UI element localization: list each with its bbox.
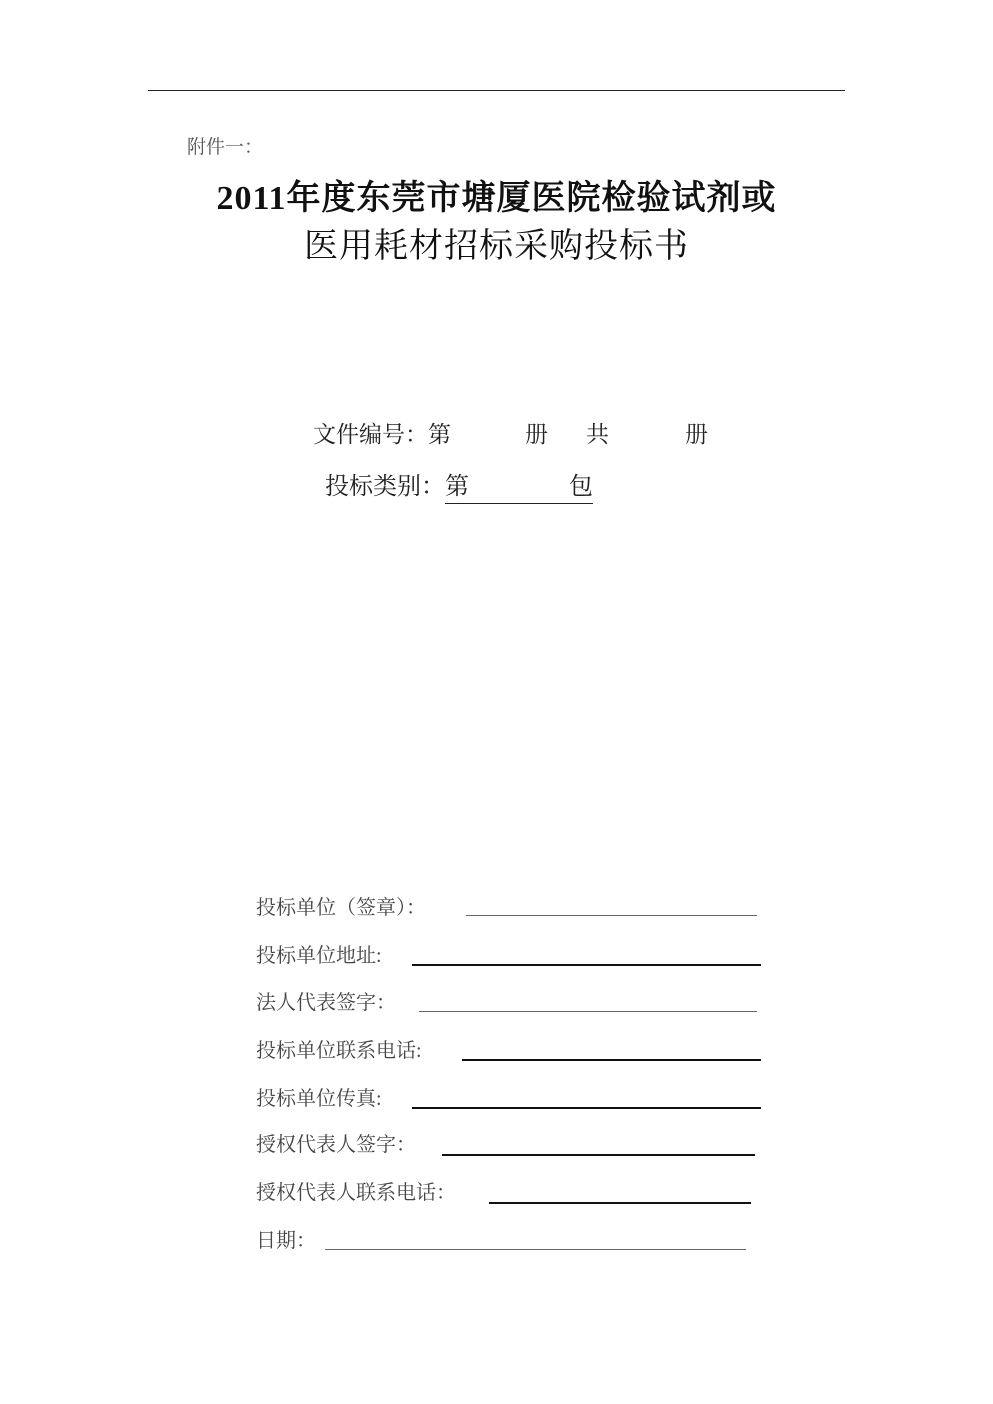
field-label: 投标单位传真: (256, 1088, 382, 1110)
field-label: 投标单位（签章）： (256, 897, 426, 919)
file-number-part: 第 (428, 422, 451, 447)
field-label: 日期： (256, 1230, 316, 1252)
legal-rep-signature-input[interactable] (419, 1011, 757, 1012)
document-title-line1: 2011年度东莞市塘厦医院检验试剂或 (216, 180, 777, 217)
authorized-rep-signature-input[interactable] (442, 1154, 755, 1156)
field-label: 投标单位地址: (256, 945, 382, 967)
annex-label: 附件一： (187, 137, 264, 158)
field-label: 投标单位联系电话: (256, 1040, 422, 1062)
file-number-part: 共 (586, 422, 609, 447)
file-number-row (313, 416, 708, 449)
authorized-rep-phone-input[interactable] (489, 1202, 751, 1204)
date-input[interactable] (325, 1249, 746, 1250)
bidder-fax-input[interactable] (412, 1107, 761, 1109)
field-label: 授权代表人联系电话： (256, 1182, 456, 1204)
bid-category-field[interactable] (445, 466, 593, 504)
bid-category-row (325, 466, 593, 504)
document-title-line2: 医用耗材招标采购投标书 (304, 228, 689, 265)
file-number-label: 文件编号： (313, 422, 428, 447)
bid-category-label: 投标类别： (325, 474, 445, 500)
field-label: 授权代表人签字： (256, 1134, 416, 1156)
bidder-seal-input[interactable] (466, 915, 757, 916)
bidder-address-input[interactable] (412, 964, 761, 966)
bid-category-part: 包 (569, 474, 593, 500)
header-rule (148, 90, 845, 91)
bidder-phone-input[interactable] (462, 1059, 761, 1061)
file-number-part: 册 (685, 422, 708, 447)
field-label: 法人代表签字： (256, 992, 396, 1014)
file-number-part: 册 (525, 422, 548, 447)
bid-category-part: 第 (445, 474, 469, 500)
